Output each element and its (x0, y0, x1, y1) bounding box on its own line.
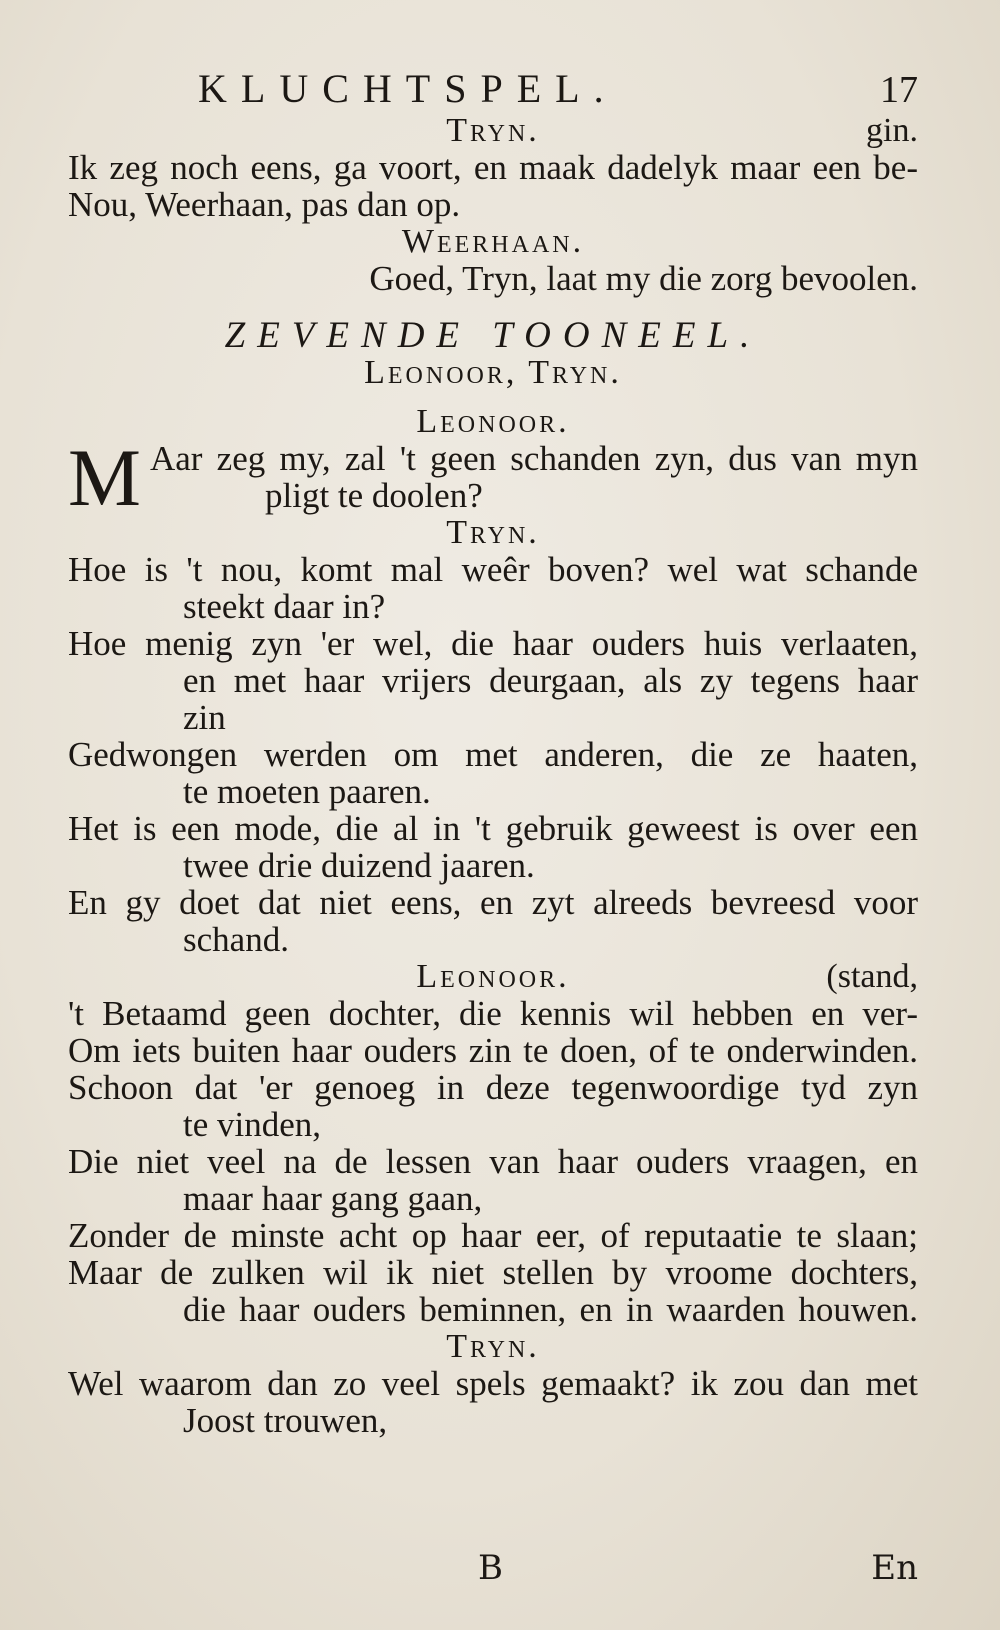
verse-line: Hoe is 't nou, komt mal weêr boven? wel wat schande (68, 550, 918, 589)
verse-line: zin (183, 698, 226, 737)
verse-line: Aar zeg my, zal 't geen schanden zyn, dus van myn (150, 439, 918, 478)
speaker-heading (68, 1328, 918, 1365)
verse-line: die haar ouders beminnen, en in waarden houwen. (183, 1290, 918, 1329)
verse-line: twee drie duizend jaaren. (183, 846, 535, 885)
speaker-heading (68, 403, 918, 440)
verse-line: steekt daar in? (183, 587, 386, 626)
verse-line: Het is een mode, die al in 't gebruik geweest is over een (68, 809, 918, 848)
verse-line: maar haar gang gaan, (183, 1179, 483, 1218)
verse-line: pligt te doolen? (265, 476, 483, 515)
speaker-heading (68, 112, 918, 149)
verse-line: Maar de zulken wil ik niet stellen by vroome dochters, (68, 1253, 918, 1292)
speaker-name: Tryn. (446, 112, 540, 149)
verse-line: Gedwongen werden om met anderen, die ze haaten, (68, 735, 918, 774)
verse-line: Goed, Tryn, laat my die zorg bevoolen. (369, 259, 918, 298)
speaker-name: Tryn. (446, 1328, 540, 1365)
speaker-name: Leonoor. (416, 958, 570, 995)
verse-line: Om iets buiten haar ouders zin te doen, of te onderwinden. (68, 1031, 918, 1070)
running-title: KLUCHTSPEL. (198, 66, 618, 111)
verse-line: Wel waarom dan zo veel spels gemaakt? ik zou dan met (68, 1364, 918, 1403)
verse-line: Hoe menig zyn 'er wel, die haar ouders huis verlaaten, (68, 624, 918, 663)
verse-line: En gy doet dat niet eens, en zyt alreeds bevreesd voor (68, 883, 918, 922)
page-footer (68, 1548, 918, 1588)
drop-capital: M (68, 432, 141, 523)
verse-line: en met haar vrijers deurgaan, als zy tegens haar (183, 661, 918, 700)
verse-line: Ik zeg noch eens, ga voort, en maak dadelyk maar een be- (68, 148, 918, 187)
verse-line: te moeten paaren. (183, 772, 431, 811)
scene-characters: Leonoor, Tryn. (364, 354, 622, 391)
verse-line: Schoon dat 'er genoeg in deze tegenwoordige tyd zyn (68, 1068, 918, 1107)
verse-line: schand. (183, 920, 289, 959)
verse-line: Zonder de minste acht op haar eer, of reputaatie te slaan; (68, 1216, 918, 1255)
verse-line: te vinden, (183, 1105, 322, 1144)
speaker-heading (68, 514, 918, 551)
verse-line: 't Betaamd geen dochter, die kennis wil hebben en ver- (68, 994, 918, 1033)
verse-line: Joost trouwen, (183, 1401, 388, 1440)
turnover-word: gin. (866, 112, 918, 149)
dropcap-paragraph (68, 432, 918, 523)
page-number: 17 (880, 69, 918, 111)
verse-line: Die niet veel na de lessen van haar ouders vraagen, en (68, 1142, 918, 1181)
turnover-word: (stand, (826, 958, 918, 995)
speaker-heading (68, 958, 918, 995)
running-head (68, 60, 918, 112)
scene-title: ZEVENDE TOONEEL. (224, 315, 762, 356)
speaker-heading (68, 223, 918, 260)
catchword: En (871, 1548, 918, 1588)
verse-line: Nou, Weerhaan, pas dan op. (68, 185, 461, 224)
speaker-name: Leonoor. (416, 403, 570, 440)
speaker-name: Tryn. (446, 514, 540, 551)
page-text (68, 60, 918, 1439)
signature-mark: B (478, 1548, 503, 1588)
speaker-name: Weerhaan. (401, 223, 585, 260)
